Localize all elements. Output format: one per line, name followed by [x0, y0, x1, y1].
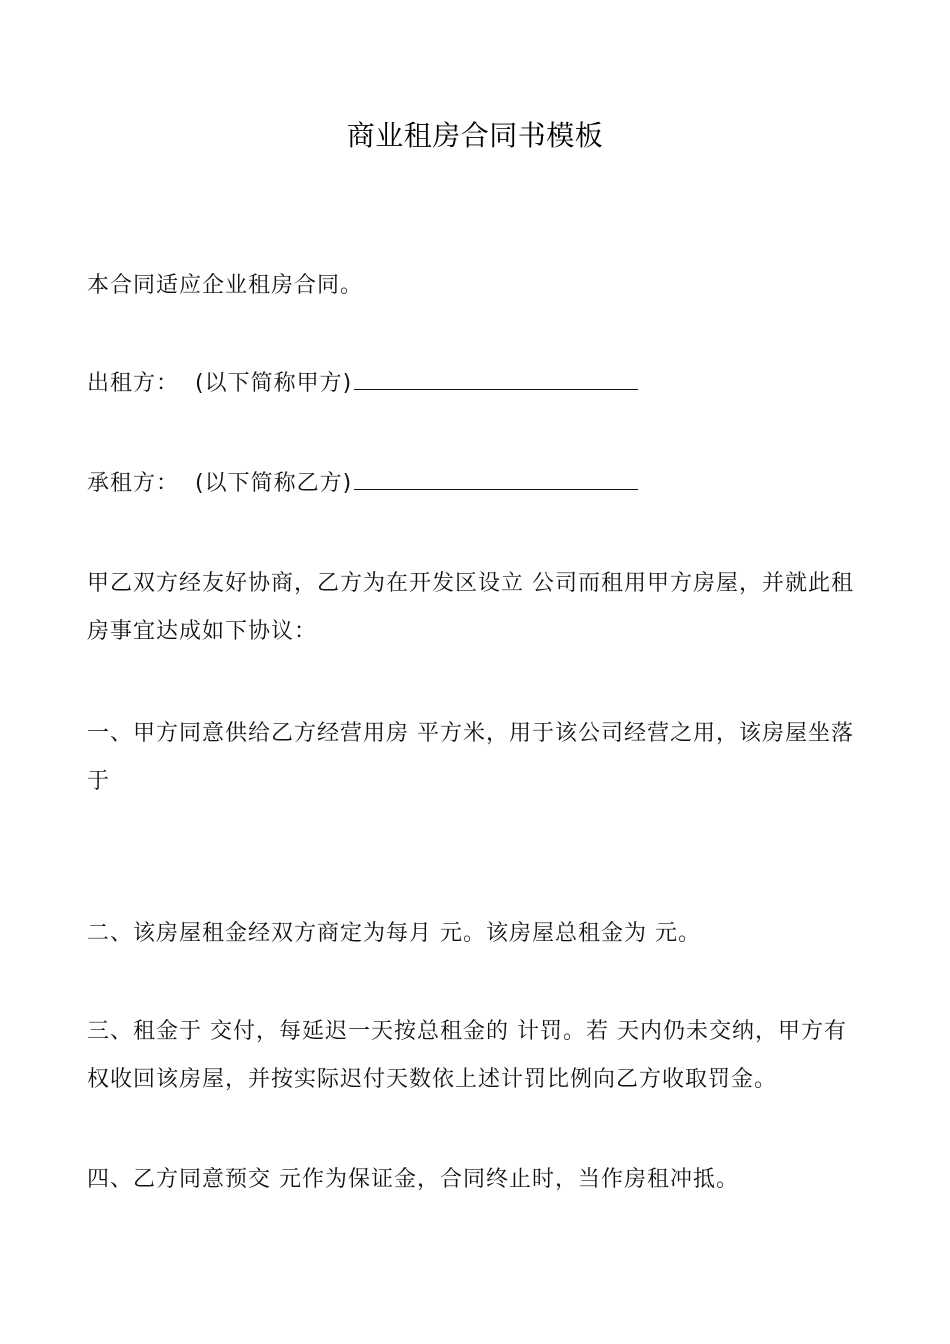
lessor-line [87, 360, 867, 408]
lessor-label: 出租方： [87, 371, 180, 396]
clause-2: 二、该房屋租金经双方商定为每月 元。该房屋总租金为 元。 [87, 921, 701, 946]
clause-3: 三、租金于 交付，每延迟一天按总租金的 计罚。若 天内仍未交纳，甲方有权收回该房屋，并按实际迟付天数依上述计罚比例向乙方收取罚金。 [87, 1019, 847, 1092]
lessor-note: (以下简称甲方) [195, 371, 353, 396]
clause-1: 一、甲方同意供给乙方经营用房 平方米，用于该公司经营之用，该房屋坐落于 [87, 721, 854, 794]
clause-4: 四、乙方同意预交 元作为保证金，合同终止时，当作房租冲抵。 [87, 1167, 739, 1192]
preamble-paragraph: 甲乙双方经友好协商，乙方为在开发区设立 公司而租用甲方房屋，并就此租房事宜达成如下协议： [87, 571, 854, 644]
lessor-blank-field[interactable] [354, 367, 638, 390]
lessee-label: 承租方： [87, 471, 180, 496]
lessee-blank-field[interactable] [354, 467, 638, 490]
lessee-line [87, 460, 867, 508]
document-title: 商业租房合同书模板 [346, 119, 604, 152]
intro-paragraph: 本合同适应企业租房合同。 [87, 273, 364, 298]
lessee-note: (以下简称乙方) [195, 471, 353, 496]
